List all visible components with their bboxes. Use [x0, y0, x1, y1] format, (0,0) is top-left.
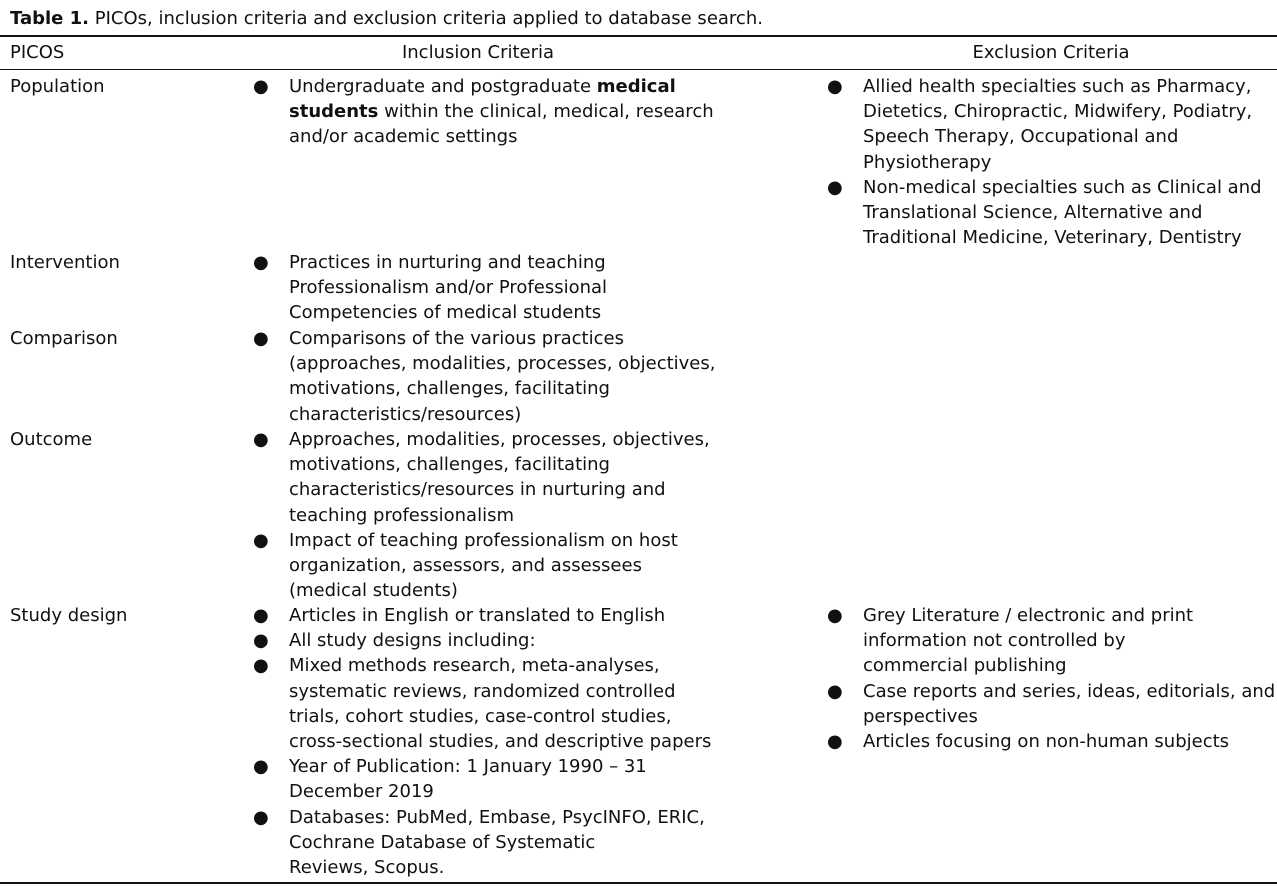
list-item [253, 628, 713, 653]
bullet-icon: ● [827, 680, 843, 702]
item-line: Approaches, modalities, processes, objectives, [289, 429, 710, 450]
bullet-icon: ● [827, 605, 843, 626]
study-design-inclusion [253, 603, 713, 880]
item-line: Competencies of medical students [289, 302, 602, 324]
bullet-icon: ● [253, 328, 269, 349]
header-exclusion-criteria: Exclusion Criteria [972, 42, 1130, 63]
list-item [253, 427, 713, 528]
list-item [827, 603, 1272, 679]
intervention-inclusion [253, 250, 713, 326]
item-line: trials, cohort studies, case-control studies, [289, 705, 672, 727]
item-line: organization, assessors, and assessees [289, 555, 642, 577]
item-line: commercial publishing [863, 655, 1067, 677]
caption-text: PICOs, inclusion criteria and exclusion criteria applied to database search. [94, 8, 763, 29]
item-line: and/or academic settings [289, 126, 518, 148]
item-line: characteristics/resources in nurturing and [289, 479, 666, 501]
bullet-icon: ● [253, 76, 269, 97]
item-line: information not controlled by [863, 630, 1126, 652]
item-line: (medical students) [289, 580, 458, 602]
list-item [253, 805, 713, 881]
item-line: motivations, challenges, facilitating [289, 378, 610, 400]
item-line: students within the clinical, medical, research [289, 101, 714, 123]
row-label-study-design: Study design [10, 605, 128, 626]
bottom-rule [0, 882, 1277, 884]
row-label-comparison: Comparison [10, 328, 118, 349]
item-line: Impact of teaching professionalism on host [289, 529, 678, 551]
bullet-icon: ● [253, 252, 269, 273]
population-exclusion [827, 74, 1272, 250]
item-line: Comparisons of the various practices [289, 328, 624, 349]
list-item [253, 603, 713, 628]
list-item [827, 175, 1272, 251]
item-line: Articles focusing on non-human subjects [863, 731, 1230, 753]
bullet-icon: ● [253, 630, 269, 652]
bullet-icon: ● [253, 806, 269, 828]
bullet-icon: ● [253, 756, 269, 778]
item-line: perspectives [863, 705, 978, 727]
list-item [253, 653, 713, 754]
top-rule [0, 35, 1277, 37]
item-line: Year of Publication: 1 January 1990 – 31 [289, 756, 647, 778]
item-line: Case reports and series, ideas, editorials, and [863, 680, 1276, 702]
item-line: Reviews, Scopus. [289, 857, 445, 879]
item-line: characteristics/resources) [289, 403, 522, 425]
bullet-icon: ● [253, 605, 269, 626]
population-inclusion [253, 74, 713, 150]
caption-label: Table 1. [10, 8, 89, 29]
item-line: Translational Science, Alternative and [863, 202, 1203, 224]
item-line: Undergraduate and postgraduate medical [289, 76, 676, 97]
list-item [827, 729, 1272, 754]
item-line: Practices in nurturing and teaching [289, 252, 606, 273]
list-item [253, 74, 713, 150]
list-item [253, 250, 713, 326]
bullet-icon: ● [253, 529, 269, 551]
list-item [253, 326, 716, 427]
item-line: Articles in English or translated to English [289, 605, 666, 626]
row-label-population: Population [10, 76, 105, 97]
item-line: All study designs including: [289, 630, 536, 652]
item-line: Grey Literature / electronic and print [863, 605, 1194, 626]
item-line: Physiotherapy [863, 151, 992, 173]
comparison-inclusion [253, 326, 716, 427]
bullet-icon: ● [253, 429, 269, 450]
header-inclusion-criteria: Inclusion Criteria [401, 42, 555, 63]
study-design-exclusion [827, 603, 1276, 754]
item-line: Mixed methods research, meta-analyses, [289, 655, 660, 677]
item-line: Professionalism and/or Professional [289, 277, 608, 299]
item-line: Traditional Medicine, Veterinary, Dentistry [863, 227, 1242, 249]
item-line: systematic reviews, randomized controlled [289, 680, 676, 702]
row-label-outcome: Outcome [10, 429, 93, 450]
item-line: motivations, challenges, facilitating [289, 454, 610, 476]
list-item [253, 528, 713, 604]
item-line: Allied health specialties such as Pharmacy, [863, 76, 1252, 97]
bullet-icon: ● [827, 731, 843, 753]
bullet-icon: ● [827, 76, 843, 97]
item-line: cross-sectional studies, and descriptive papers [289, 731, 712, 753]
item-line: Databases: PubMed, Embase, PsycINFO, ERIC, [289, 806, 705, 828]
item-line: Non-medical specialties such as Clinical and [863, 176, 1262, 198]
item-line: Dietetics, Chiropractic, Midwifery, Podiatry, [863, 101, 1253, 123]
list-item [253, 754, 713, 804]
table-caption [10, 8, 763, 30]
header-picos: PICOS [10, 42, 65, 63]
item-line: Cochrane Database of Systematic [289, 831, 596, 853]
item-line: teaching professionalism [289, 504, 514, 526]
list-item [827, 74, 1272, 175]
outcome-inclusion [253, 427, 713, 603]
header-rule [0, 69, 1277, 70]
list-item [827, 679, 1276, 729]
item-line: (approaches, modalities, processes, objectives, [289, 353, 716, 375]
bullet-icon: ● [827, 176, 843, 198]
bullet-icon: ● [253, 655, 269, 677]
row-label-intervention: Intervention [10, 252, 120, 273]
item-line: December 2019 [289, 781, 434, 803]
item-line: Speech Therapy, Occupational and [863, 126, 1179, 148]
